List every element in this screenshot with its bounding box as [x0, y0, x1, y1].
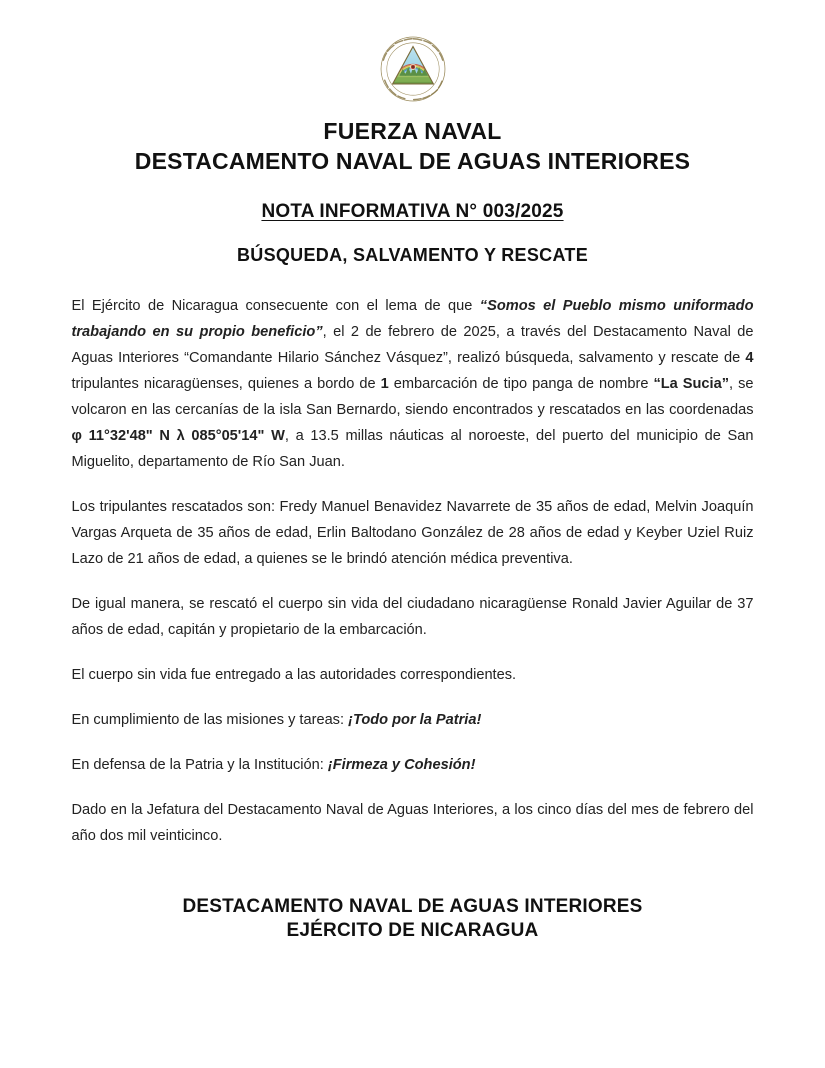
p6-slogan: ¡Firmeza y Cohesión!	[327, 757, 476, 774]
p5-slogan: ¡Todo por la Patria!	[348, 712, 482, 729]
org-line-2: DESTACAMENTO NAVAL DE AGUAS INTERIORES	[134, 148, 691, 175]
p1-vessel-count: 1	[380, 376, 389, 393]
p1-motto: “Somos el Pueblo mismo uniformado trabajando en su propio beneficio”	[71, 298, 754, 341]
org-line-1: FUERZA NAVAL	[323, 118, 502, 144]
p1-coordinates: φ 11°32'48" N λ 085°05'14" W	[71, 428, 285, 445]
paragraph-3: De igual manera, se rescató el cuerpo sin vida del ciudadano nicaragüense Ronald Javier Aguilar de 37 años de edad, capitán y propietario de la embarcación.	[71, 596, 754, 639]
emblem-container	[0, 0, 825, 103]
document-footer	[0, 895, 825, 943]
footer-line-2: EJÉRCITO DE NICARAGUA	[286, 920, 539, 942]
paragraph-7: Dado en la Jefatura del Destacamento Naval de Aguas Interiores, a los cinco días del mes de febrero del año dos mil veinticinco.	[71, 802, 754, 845]
paragraph-6	[72, 752, 754, 778]
p6-lead: En defensa de la Patria y la Institución:	[71, 757, 328, 774]
document-body	[72, 293, 754, 849]
paragraph-5	[72, 707, 754, 733]
p1-crew-count: 4	[745, 350, 754, 367]
paragraph-1	[72, 293, 754, 475]
p1-seg3: , el 2 de febrero de 2025, a través del Destacamento Naval de Aguas Interiores “Comandante Hilario Sánchez Vásquez”, realizó búsqueda, salvamento y rescate de	[71, 324, 754, 367]
paragraph-4: El cuerpo sin vida fue entregado a las autoridades correspondientes.	[71, 667, 517, 684]
p1-seg9: , se volcaron en las cercanías de la isla San Bernardo, siendo encontrados y rescatados en las coordenadas	[71, 376, 754, 419]
paragraph-2: Los tripulantes rescatados son: Fredy Manuel Benavidez Navarrete de 35 años de edad, Melvin Joaquín Vargas Arqueta de 35 años de edad, Erlin Baltodano González de 28 años de edad y Keyber Uziel Ruiz Lazo de 21 años de edad, a quienes se le brindó atención médica preventiva.	[71, 499, 754, 568]
p1-vessel-name: “La Sucia”	[653, 376, 730, 393]
subject-container	[0, 245, 825, 266]
note-title: NOTA INFORMATIVA N° 003/2025	[261, 201, 564, 223]
document-subject: BÚSQUEDA, SALVAMENTO Y RESCATE	[236, 245, 589, 266]
p1-seg5: tripulantes nicaragüenses, quienes a bordo de	[71, 376, 381, 393]
nicaragua-coat-of-arms-icon	[379, 35, 447, 103]
p1-seg1: El Ejército de Nicaragua consecuente con el lema de que	[71, 298, 480, 315]
p1-seg11: , a 13.5 millas náuticas al noroeste, del puerto del municipio de San Miguelito, departamento de Río San Juan.	[71, 428, 754, 471]
footer-line-1: DESTACAMENTO NAVAL DE AGUAS INTERIORES	[182, 896, 643, 918]
document-header	[0, 117, 825, 175]
p5-lead: En cumplimiento de las misiones y tareas:	[71, 712, 349, 729]
note-title-container	[0, 201, 825, 223]
p1-seg7: embarcación de tipo panga de nombre	[388, 376, 654, 393]
